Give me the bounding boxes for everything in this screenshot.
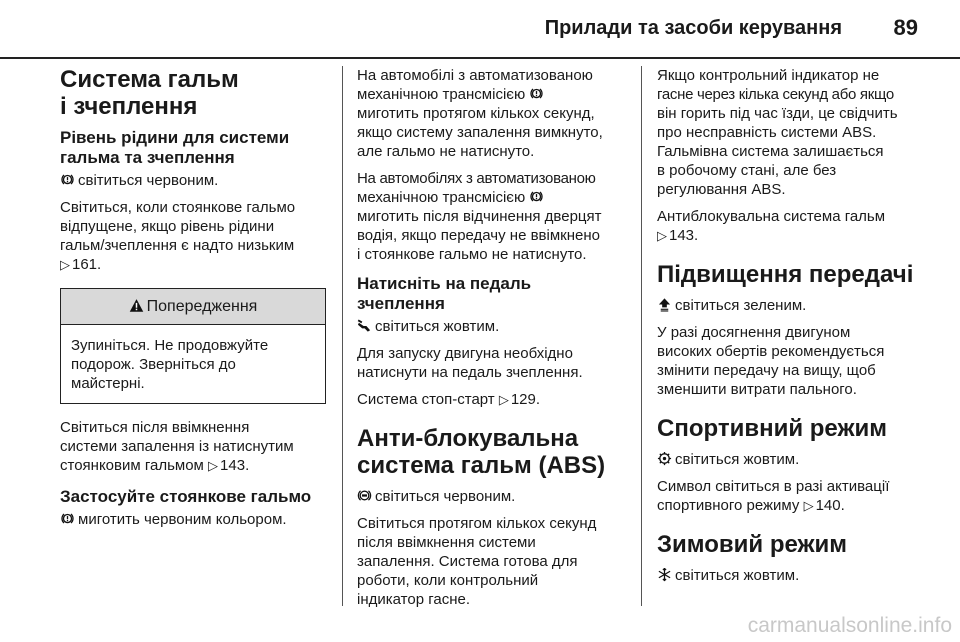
paragraph: Для запуску двигуна необхідно натиснути на педаль зчеплення. xyxy=(357,345,583,381)
page-reference-arrow-icon: ▷ xyxy=(60,257,70,272)
paragraph: У разі досягнення двигуном високих обертів рекомендується змінити передачу на вищу, щоб зменшити витрати пального. xyxy=(657,324,885,398)
brake-warning-icon xyxy=(60,172,75,187)
brake-warning-icon xyxy=(529,86,544,101)
subsection-title-parking-brake: Застосуйте стоянкове гальмо xyxy=(60,487,312,506)
page-reference-link[interactable]: 143. xyxy=(220,457,250,474)
paragraph: Антиблокувальна система гальм ▷ 143. xyxy=(657,208,886,244)
paragraph: На автомобілі з автоматизованою механічною трансмісією миготить протягом кількох секунд, якщо систему запалення вимкнуто, але гальмо не натиснуто. xyxy=(357,67,603,160)
page-number: 89 xyxy=(893,15,918,40)
column-1 xyxy=(60,66,326,537)
section-title-sport-mode: Спортивний режим xyxy=(657,415,887,442)
warning-body: Зупиніться. Не продовжуйте подорож. Зверніться до майстерні. xyxy=(71,337,269,392)
paragraph: миготить червоним кольором. xyxy=(60,510,326,529)
page-reference-link[interactable]: 143. xyxy=(669,227,699,244)
page-reference-link[interactable]: 161. xyxy=(72,256,102,273)
section-title-brake-clutch: Система гальм і зчеплення xyxy=(60,66,239,120)
paragraph: світиться червоним. xyxy=(60,171,326,190)
paragraph: Світиться після ввімкнення системи запалення із натиснутим стоянковим гальмом ▷ 143. xyxy=(60,419,294,474)
paragraph: світиться червоним. xyxy=(357,487,633,506)
warning-box xyxy=(60,288,326,404)
paragraph: світиться жовтим. xyxy=(357,317,633,336)
abs-icon xyxy=(357,488,372,503)
section-title-winter-mode: Зимовий режим xyxy=(657,531,848,558)
brake-warning-icon xyxy=(529,189,544,204)
clutch-pedal-icon xyxy=(357,318,372,333)
page-reference-arrow-icon: ▷ xyxy=(498,392,509,407)
section-title-abs: Анти-блокувальна система гальм (ABS) xyxy=(357,425,606,479)
warning-header: Попередження xyxy=(61,289,325,325)
page-reference-link[interactable]: 129. xyxy=(510,391,541,408)
column-2 xyxy=(357,66,633,617)
page-reference-arrow-icon: ▷ xyxy=(208,458,219,473)
subsection-title-fluid-level: Рівень рідини для системи гальма та зчеплення xyxy=(60,128,290,167)
paragraph: світиться жовтим. xyxy=(657,450,927,469)
paragraph: світиться жовтим. xyxy=(657,566,927,585)
paragraph: Система стоп-старт ▷ 129. xyxy=(357,391,541,408)
upshift-arrow-icon xyxy=(657,297,672,312)
paragraph: Якщо контрольний індикатор не гасне через кілька секунд або якщо він горить під час їзди, це свідчить про несправність системи ABS. Гальмівна система залишається в робочому стані, але без регулювання ABS. xyxy=(657,67,898,198)
section-title-upshift: Підвищення передачі xyxy=(657,261,914,288)
header-title: Прилади та засоби керування xyxy=(544,17,842,39)
brake-warning-icon xyxy=(60,511,75,526)
header-rule xyxy=(0,57,960,59)
paragraph: Світиться, коли стоянкове гальмо відпущене, якщо рівень рідини гальм/зчеплення є надто низьким ▷ 161. xyxy=(60,199,296,273)
page-reference-link[interactable]: 140. xyxy=(815,497,845,514)
column-divider xyxy=(342,66,343,606)
page-reference-arrow-icon: ▷ xyxy=(657,228,667,243)
column-divider xyxy=(641,66,642,606)
subsection-title-clutch-pedal: Натисніть на педаль зчеплення xyxy=(357,274,532,313)
snowflake-icon xyxy=(657,567,672,582)
paragraph: На автомобілях з автоматизованою механічною трансмісією миготить після відчинення дверцят водія, якщо передачу не ввімкнено і стоянкове гальмо не натиснуто. xyxy=(357,170,602,263)
paragraph: світиться зеленим. xyxy=(657,296,927,315)
watermark: carmanualsonline.info xyxy=(747,614,952,637)
page-header xyxy=(0,0,960,58)
column-3 xyxy=(657,66,927,593)
sport-mode-icon xyxy=(657,451,672,466)
warning-triangle-icon xyxy=(129,298,144,313)
paragraph: Світиться протягом кількох секунд після ввімкнення системи запалення. Система готова для роботи, коли контрольний індикатор гасне. xyxy=(357,515,597,608)
page-reference-arrow-icon: ▷ xyxy=(803,498,814,513)
paragraph: Символ світиться в разі активації спортивного режиму ▷ 140. xyxy=(657,478,890,514)
